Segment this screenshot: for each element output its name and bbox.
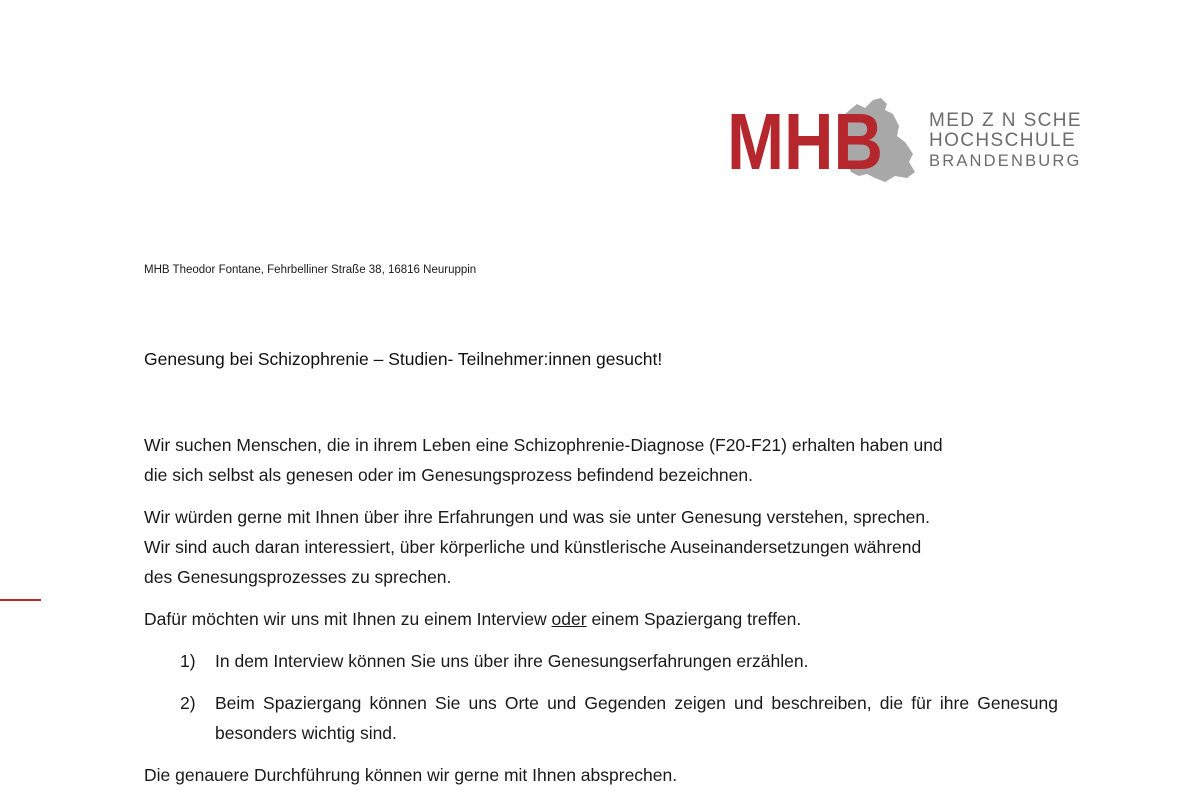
- paragraph-3-after: einem Spaziergang treffen.: [586, 609, 802, 629]
- logo-line-1: MED Z N SCHE: [929, 110, 1082, 131]
- letter-heading: Genesung bei Schizophrenie – Studien- Teilnehmer:innen gesucht!: [144, 349, 663, 369]
- logo-line-3: BRANDENBURG: [929, 152, 1082, 170]
- numbered-list: [144, 646, 1058, 748]
- fold-mark: [0, 599, 41, 601]
- paragraph-3-underlined-word: oder: [551, 609, 587, 629]
- mhb-logo: [727, 96, 1087, 184]
- list-item: [144, 646, 1058, 676]
- logo-letters: MHB: [727, 97, 883, 184]
- list-item: [144, 688, 1058, 748]
- paragraph-2-line-3: des Genesungsprozesses zu sprechen.: [144, 567, 452, 587]
- paragraph-4: Die genauere Durchführung können wir gerne mit Ihnen absprechen.: [144, 765, 678, 785]
- logo-line-2: HOCHSCHULE: [929, 130, 1077, 151]
- mhb-logo-mark: [727, 96, 923, 184]
- logo-wordmark: [929, 111, 1082, 171]
- paragraph-2-line-2: Wir sind auch daran interessiert, über körperliche und künstlerische Auseinandersetzungen während: [144, 537, 922, 557]
- paragraph-2-line-1: Wir würden gerne mit Ihnen über ihre Erfahrungen und was sie unter Genesung verstehen, sprechen.: [144, 507, 931, 527]
- paragraph-1-line-1: Wir suchen Menschen, die in ihrem Leben eine Schizophrenie-Diagnose (F20-F21) erhalten haben und: [144, 435, 943, 455]
- list-item-text: In dem Interview können Sie uns über ihre Genesungserfahrungen erzählen.: [215, 651, 809, 671]
- list-item-number: 1): [180, 651, 196, 671]
- paragraph-3-before: Dafür möchten wir uns mit Ihnen zu einem Interview: [144, 609, 552, 629]
- paragraph-3: [144, 604, 1058, 634]
- paragraph-1: [144, 430, 1058, 490]
- list-item-number: 2): [180, 693, 196, 713]
- brandenburg-map-logo-graphic: [727, 96, 923, 184]
- paragraph-1-line-2: die sich selbst als genesen oder im Genesungsprozess befindend bezeichnen.: [144, 465, 753, 485]
- sender-address: MHB Theodor Fontane, Fehrbelliner Straße 38, 16816 Neuruppin: [144, 264, 477, 276]
- paragraph-2: [144, 502, 1058, 592]
- letter-body: [144, 430, 1058, 800]
- list-item-text: Beim Spaziergang können Sie uns Orte und Gegenden zeigen und beschreiben, die für ihre Genesung besonders wichtig sind.: [215, 693, 1058, 743]
